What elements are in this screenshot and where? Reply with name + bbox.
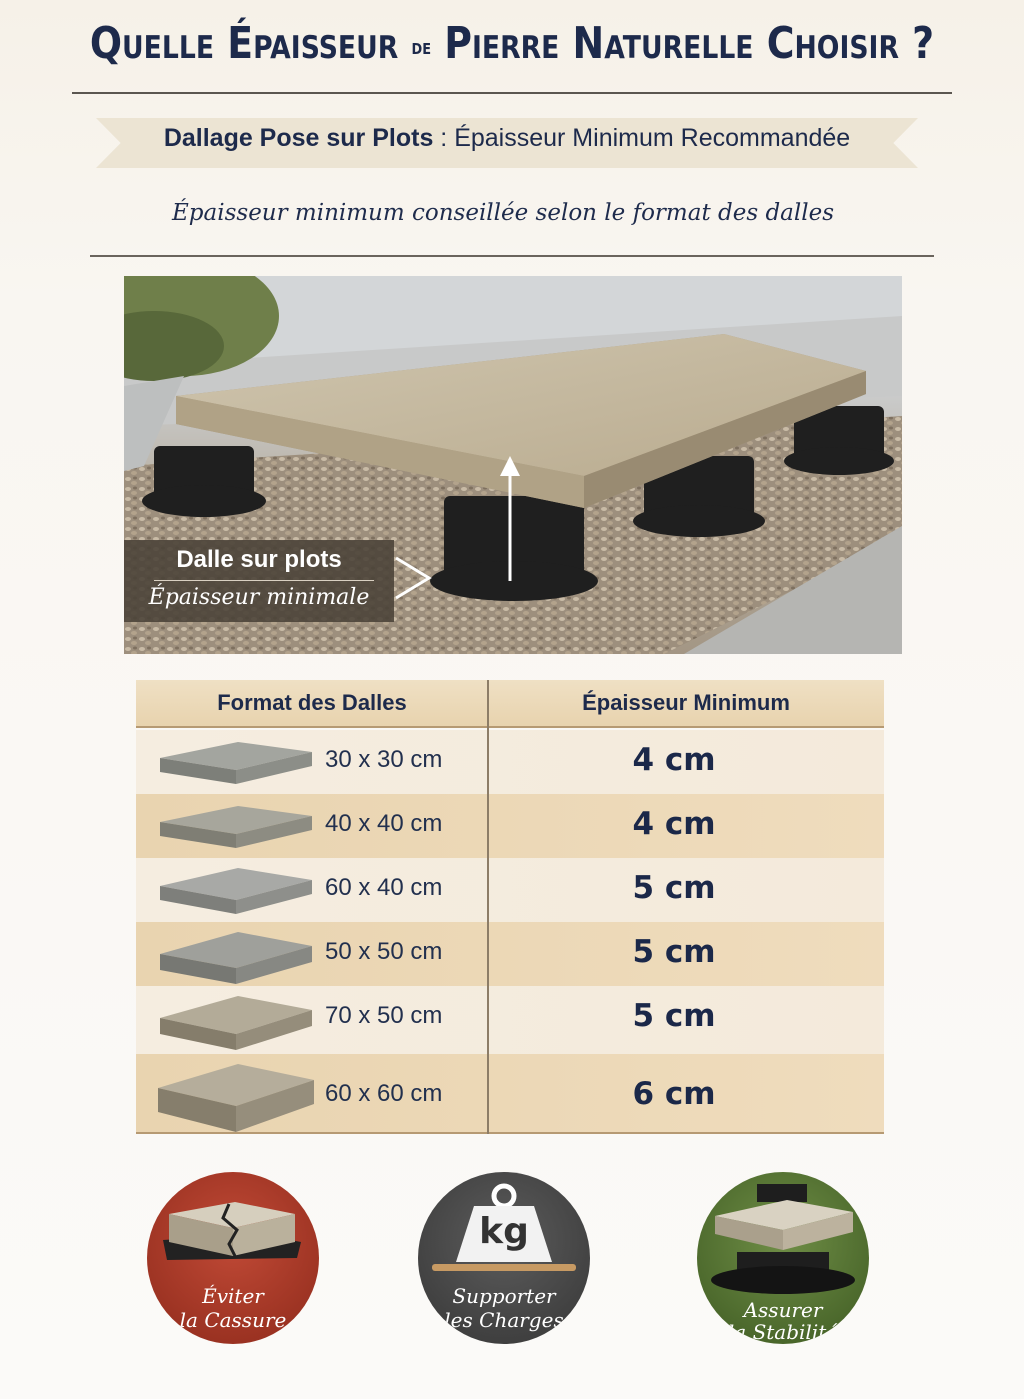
title-part-2: Pierre Naturelle Choisir ?	[444, 18, 935, 69]
subtitle: Épaisseur minimum conseillée selon le format des dalles	[172, 200, 835, 226]
callout-subtitle: Épaisseur minimale	[148, 585, 370, 610]
title-de: de	[411, 35, 432, 60]
table-row	[136, 730, 884, 794]
row-thickness: 6 cm	[632, 1076, 716, 1112]
badge-support-loads	[418, 1172, 590, 1344]
title-divider	[72, 92, 952, 94]
badge-avoid-breakage	[147, 1172, 319, 1344]
slab-icon	[156, 992, 316, 1054]
col-header-thickness: Épaisseur Minimum	[582, 690, 790, 715]
row-thickness: 5 cm	[632, 934, 716, 970]
row-size: 40 x 40 cm	[325, 810, 443, 837]
badge-line-1: Éviter	[202, 1284, 264, 1308]
thickness-table	[136, 680, 884, 1134]
badge-line-2: les Charges	[444, 1308, 564, 1332]
photo-callout	[124, 540, 394, 622]
badge-line-1: Assurer	[743, 1298, 823, 1322]
col-header-format: Format des Dalles	[217, 690, 407, 715]
row-size: 70 x 50 cm	[325, 1002, 443, 1029]
badge-line-2: la Cassure	[179, 1308, 287, 1332]
subtitle-divider	[90, 255, 934, 257]
table-row	[136, 858, 884, 922]
ribbon-text	[96, 124, 918, 153]
slab-icon	[156, 736, 316, 792]
page-title	[72, 18, 953, 69]
callout-divider	[154, 580, 374, 581]
table-row	[136, 794, 884, 858]
title-part-1: Quelle Épaisseur	[89, 18, 399, 69]
table-header	[136, 680, 884, 728]
row-size: 50 x 50 cm	[325, 938, 443, 965]
row-thickness: 4 cm	[632, 742, 716, 778]
table-column-divider	[487, 680, 489, 1134]
badge-line-1: Supporter	[452, 1284, 556, 1308]
callout-title: Dalle sur plots	[176, 546, 342, 573]
row-thickness: 5 cm	[632, 998, 716, 1034]
row-size: 30 x 30 cm	[325, 746, 443, 773]
ribbon-rest: : Épaisseur Minimum Recommandée	[433, 124, 851, 152]
badge-line-2: la Stabilité	[727, 1320, 839, 1344]
slab-icon	[156, 928, 316, 988]
row-thickness: 5 cm	[632, 870, 716, 906]
badge-ensure-stability	[697, 1172, 869, 1344]
table-row	[136, 1054, 884, 1132]
slab-icon	[156, 800, 316, 856]
slab-icon	[156, 1060, 316, 1136]
slab-icon	[156, 864, 316, 920]
ribbon-bold: Dallage Pose sur Plots	[163, 124, 434, 152]
row-size: 60 x 40 cm	[325, 874, 443, 901]
row-thickness: 4 cm	[632, 806, 716, 842]
table-row	[136, 986, 884, 1054]
row-size: 60 x 60 cm	[325, 1080, 443, 1107]
table-row	[136, 922, 884, 986]
kg-label: kg	[479, 1211, 529, 1252]
